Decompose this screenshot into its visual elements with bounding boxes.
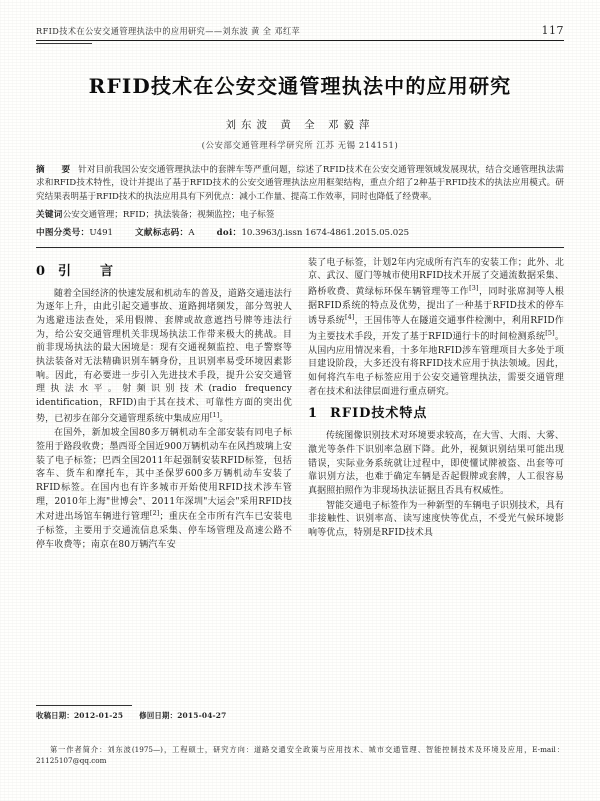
right-column <box>308 257 564 553</box>
received-value: 2012-01-25 <box>73 711 124 720</box>
keywords-line <box>36 209 564 223</box>
section-title-0: 引 言 <box>58 263 122 279</box>
paragraph: 随着全国经济的快速发展和机动车的普及，道路交通违法行为逐年上升，由此引起交通事故、道路拥堵频发，部分驾驶人为逃避违法查处，采用假牌、套牌或故意遮挡号牌等违法行为，给公安交通管理机关非现场执法工作带来极大的挑战。目前非现场执法的最大困境是：现有交通视频监控、电子警察等执法装备对无法精确识别车辆身份，且识别率易受环境因素影响。因此，有必要进一步引入先进技术手段，提升公安交通管理执法水平。射频识别技术(radio frequency identification，RFID)由于其在技术、可靠性方面的突出优势，已初步在部分交通管理系统中集成应用[1]。 <box>36 288 292 424</box>
revised-value: 2015-04-27 <box>177 711 227 720</box>
page-number: 117 <box>541 24 564 37</box>
doc-code-label: 文献标志码： <box>135 228 189 239</box>
paragraph: 传统图像识别技术对环境要求较高，在大雪、大雨、大雾、激光等条件下识别率急剧下降。此外，视频识别结果可能出现错误，实际业务系统就让过程中，即使懂试牌被盗、出套等可靠识别方法，也难于确定车辆是否起假牌或套牌，人工很容易真据照拍照作为非现场执法证据且否具有权威性。 <box>308 431 564 496</box>
doi-label: doi： <box>216 228 242 239</box>
affiliation: (公安部交通管理科学研究所 江苏 无锡 214151) <box>201 139 399 150</box>
clc-value: U491 <box>89 228 114 239</box>
abstract-paragraph <box>36 164 564 206</box>
paper-title: RFID技术在公安交通管理执法中的应用研究 <box>88 73 512 98</box>
header-rule-stub <box>36 43 92 44</box>
document-content <box>36 24 564 552</box>
doi-value: 10.3963/j.issn 1674-4861.2015.05.025 <box>241 228 410 239</box>
paragraph: 智能交通电子标签作为一种新型的车辆电子识别技术，具有非接触性、识别率高、读写速度快等优点，不受光气候环境影响等优点，特别是RFID技术具 <box>308 500 564 538</box>
keywords-text: 公安交通管理；RFID；执法装备；视频监控；电子标签 <box>62 210 275 221</box>
paragraph: 在国外，新加坡全国80多万辆机动车全部安装有同电子标签用于路段收费；墨西哥全国近900万辆机动车在风挡玻璃上安装了电子标签；巴西全国2011年起强制安装RFID标签，包括客车、货车和摩托车，其中圣保罗600多万辆机动车安装了RFID标签。在国内也有许多城市开始使用RFID技术涉车管理，2010年上海"世博会"、2011年深圳"大运会"采用RFID技术对进出场馆车辆进行管理[2]；重庆在全市所有汽车已安装电子标签，主要用于交通流信息采集、停车场管理及高速公路不停车收费等；南京在80万辆汽车安 <box>36 428 292 550</box>
footnote-rule <box>36 705 132 706</box>
abstract-block <box>36 164 564 241</box>
section-heading-1 <box>308 404 564 424</box>
section-title-1: RFID技术特点 <box>330 406 428 422</box>
abstract-divider <box>36 247 564 248</box>
classification-line <box>36 227 564 241</box>
footnote-block <box>36 705 292 721</box>
received-label: 收稿日期： <box>36 711 74 720</box>
keywords-label: 关键词 <box>36 210 63 221</box>
bio-label: 第一作者简介： <box>50 745 108 754</box>
section-heading-0 <box>36 262 292 282</box>
doc-code-value: A <box>188 228 195 239</box>
left-column <box>36 257 292 553</box>
section-number-0: 0 <box>36 263 47 279</box>
paragraph-continued: 装了电子标签，计划2年内完成所有汽车的安装工作；此外、北京、武汉、厦门等城市使用RFID技术开展了交通流数据采集、路桥收费、黄绿标环保车辆管理等工作[3]，同时张席洞等人根据RFID系统的特点及优势，提出了一种基于RFID技术的停车诱导系统[4]，王国伟等人在隧道交通事件检测中，利用RFID作为主要技术手段，开发了基于RFID通行卡的时间检测系统[5]。从国内应用情况来看，十多年地RFID涉车管理项目大多处于项目建设阶段，大多还没有将RFID技术应用于执法领域。因此，如何将汽车电子标签应用于公安交通管理执法，需要交通管理者在技术和法律层面进行重点研究。 <box>308 257 564 397</box>
bio-text: 刘东波(1975—)，工程硕士，研究方向：道路交通安全政策与应用技术、城市交通管理、智能控制技术及环境及应用，E-mail：21125107@qq.com <box>36 745 564 765</box>
section-number-1: 1 <box>308 406 319 422</box>
abstract-label: 摘 要 <box>36 164 75 175</box>
footnote-dates <box>36 710 292 721</box>
author-bio-footnote <box>36 745 564 767</box>
revised-label: 修回日期： <box>139 711 178 720</box>
clc-label: 中图分类号： <box>36 228 90 239</box>
running-title: RFID技术在公安交通管理执法中的应用研究——刘东波 黄 全 邓红苹 <box>36 25 301 37</box>
author-list: 刘东波 黄 全 邓毅萍 <box>225 118 375 131</box>
header-rule <box>36 40 564 41</box>
body-columns <box>36 257 564 553</box>
running-head <box>36 24 564 39</box>
abstract-text: 针对目前我国公安交通管理执法中的套牌车等严重问题，综述了RFID技术在公安交通管理领域发展现状，结合交通管理执法需求和RFID技术特性，设计并提出了基于RFID技术的公安交通管理执法应用框架结构，重点介绍了2种基于RFID技术的执法应用模式。研究结果表明基于RFID技术的执法应用具有下列优点：减小工作量、提高工作效率，同时也降低了经费率。 <box>36 164 564 203</box>
